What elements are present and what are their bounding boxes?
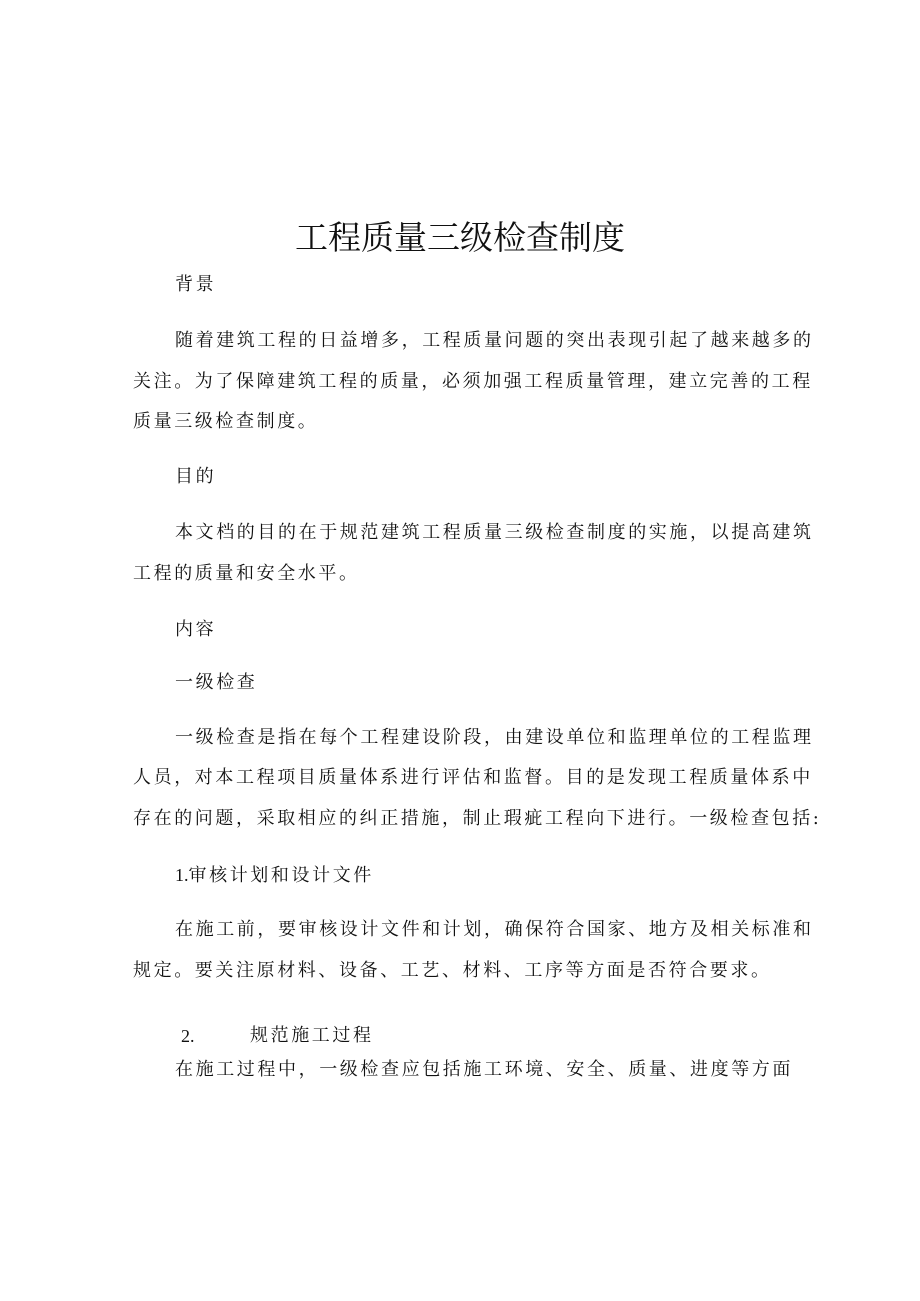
heading-purpose: 目的 xyxy=(175,466,217,487)
purpose-paragraph-line-1: 本文档的目的在于规范建筑工程质量三级检查制度的实施，以提高建筑 xyxy=(175,522,814,543)
heading-background: 背景 xyxy=(175,274,217,295)
level1-paragraph-line-1: 一级检查是指在每个工程建设阶段，由建设单位和监理单位的工程监理 xyxy=(175,727,814,748)
document-title: 工程质量三级检查制度 xyxy=(295,218,625,257)
list-item-2-number: 2. xyxy=(181,1026,195,1046)
heading-level1-check: 一级检查 xyxy=(175,672,258,693)
level1-paragraph-line-3: 存在的问题，采取相应的纠正措施，制止瑕疵工程向下进行。一级检查包括: xyxy=(133,808,822,829)
heading-content: 内容 xyxy=(175,619,217,640)
background-paragraph-line-1: 随着建筑工程的日益增多，工程质量问题的突出表现引起了越来越多的 xyxy=(175,330,814,351)
list-item-2-title: 规范施工过程 xyxy=(250,1025,374,1046)
item1-paragraph-line-1: 在施工前，要审核设计文件和计划，确保符合国家、地方及相关标准和 xyxy=(175,919,814,940)
list-item-1-number: 1. xyxy=(175,865,189,885)
item2-paragraph-line-1: 在施工过程中，一级检查应包括施工环境、安全、质量、进度等方面 xyxy=(175,1059,793,1080)
background-paragraph-line-3: 质量三级检查制度。 xyxy=(133,411,319,432)
list-item-1-title: 审核计划和设计文件 xyxy=(188,865,374,886)
item1-paragraph-line-2: 规定。要关注原材料、设备、工艺、材料、工序等方面是否符合要求。 xyxy=(133,960,772,981)
purpose-paragraph-line-2: 工程的质量和安全水平。 xyxy=(133,563,360,584)
background-paragraph-line-2: 关注。为了保障建筑工程的质量，必须加强工程质量管理，建立完善的工程 xyxy=(133,371,813,392)
list-item-1-heading xyxy=(175,863,374,888)
level1-paragraph-line-2: 人员，对本工程项目质量体系进行评估和监督。目的是发现工程质量体系中 xyxy=(133,767,813,788)
